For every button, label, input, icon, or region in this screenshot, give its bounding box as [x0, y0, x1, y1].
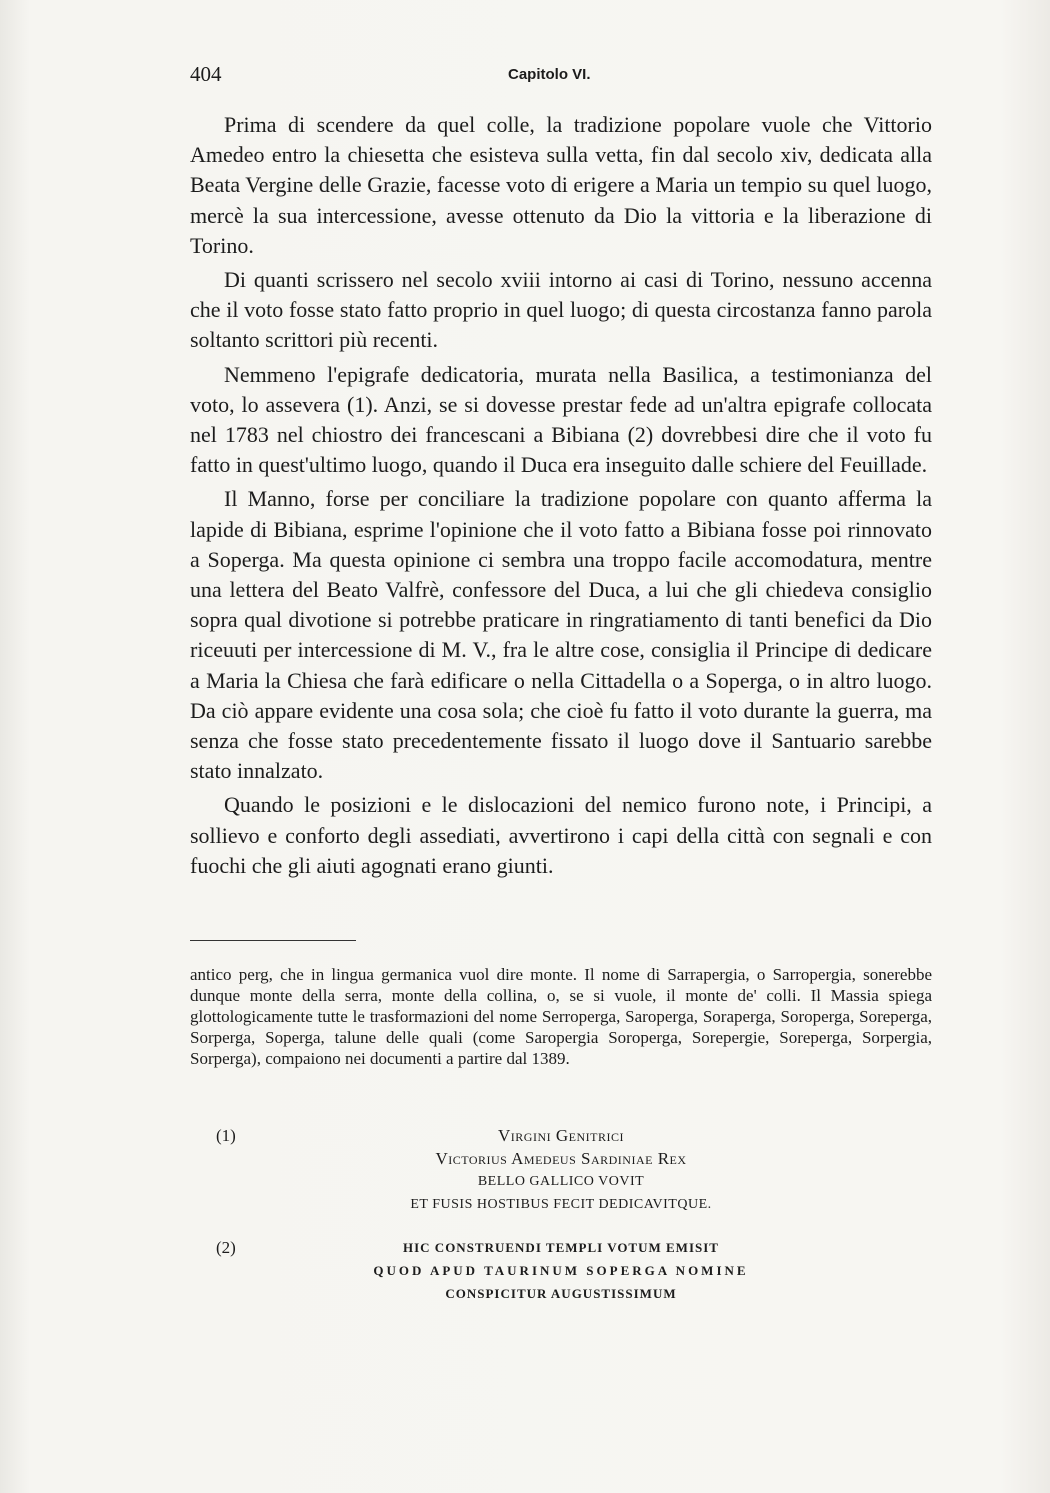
inscription-line: QUOD APUD TAURINUM SOPERGA NOMINE — [373, 1263, 749, 1278]
footnote-mark: (2) — [216, 1238, 236, 1257]
page-number: 404 — [190, 62, 222, 86]
inscription-line: HIC CONSTRUENDI TEMPLI VOTUM EMISIT — [403, 1240, 719, 1255]
inscription-line: BELLO GALLICO VOVIT — [477, 1174, 645, 1189]
paragraph: Il Manno, forse per conciliare la tradizione popolare con quanto afferma la lapide di Bibiana, esprime l'opinione che il voto fatto a Bibiana fosse poi rinnovato a Soperga. Ma questa opinione ci sembra una troppo facile accomodatura, mentre una lettera del Beato Valfrè, confessore del Duca, a lui che gli chiedeva consiglio sopra qual divotione si potrebbe praticare in ringratiamento di tanti benefici da Dio riceuuti per intercessione di M. V., fra le altre cose, consiglia il Principe di dedicare a Maria la Chiesa che farà edificare o nella Cittadella o a Soperga, o in altro luogo. Da ciò appare evidente una cosa sola; che cioè fu fatto il voto durante la guerra, ma senza che fosse stato precedentemente fissato il luogo dove il Santuario sarebbe stato innalzato. — [190, 486, 932, 784]
footnote-divider — [190, 940, 356, 941]
paragraph: Di quanti scrissero nel secolo xviii intorno ai casi di Torino, nessuno accenna che il voto fosse stato fatto proprio in quel luogo; di questa circostanza fanno parola soltanto scrittori più recenti. — [190, 267, 932, 353]
footnote-continuation: antico perg, che in lingua germanica vuol dire monte. Il nome di Sarrapergia, o Sarropergia, sonerebbe dunque monte della serra, monte della collina, o, se si vuole, il monte de' colli. Il Massia spiega glottologicamente tutte le trasformazioni del nome Serroperga, Saroperga, Soraperga, Soroperga, Soreperga, Sorperga, Soperga, talune delle quali (come Saropergia Soroperga, Sorepergie, Soreperga, Sorpergia, Sorperga), compaiono nei documenti a partire dal 1389. — [190, 965, 932, 1068]
inscription-1 — [190, 1124, 932, 1216]
footnote-mark: (1) — [216, 1126, 236, 1145]
body-text — [190, 110, 932, 885]
paragraph: Nemmeno l'epigrafe dedicatoria, murata nella Basilica, a testimonianza del voto, lo assevera (1). Anzi, se si dovesse prestar fede ad un'altra epigrafe collocata nel 1783 nel chiostro dei francescani a Bibiana (2) dovrebbesi dire che il voto fu fatto in quest'ultimo luogo, quando il Duca era inseguito dalle schiere del Feuillade. — [190, 361, 932, 478]
inscription-line: Virgini Genitrici — [498, 1126, 624, 1145]
paragraph: Prima di scendere da quel colle, la tradizione popolare vuole che Vittorio Amedeo entro la chiesetta che esisteva sulla vetta, fin dal secolo xiv, dedicata alla Beata Vergine delle Grazie, facesse voto di erigere a Maria un tempio su quel luogo, mercè la sua intercessione, avesse ottenuto da Dio la vittoria e la liberazione di Torino. — [190, 112, 932, 258]
page-header — [190, 62, 932, 92]
paragraph: Quando le posizioni e le dislocazioni del nemico furono note, i Principi, a sollievo e conforto degli assediati, avvertirono i capi della città con segnali e con fuochi che gli aiuti agognati erano giunti. — [190, 792, 932, 878]
inscription-line: ET FUSIS HOSTIBUS FECIT DEDICAVITQUE. — [410, 1197, 712, 1212]
inscription-line: Victorius Amedeus Sardiniae Rex — [435, 1149, 687, 1168]
inscription-line: CONSPICITUR AUGUSTISSIMUM — [445, 1286, 677, 1301]
running-title: Capitolo VI. — [508, 66, 591, 83]
inscription-2 — [190, 1236, 932, 1305]
